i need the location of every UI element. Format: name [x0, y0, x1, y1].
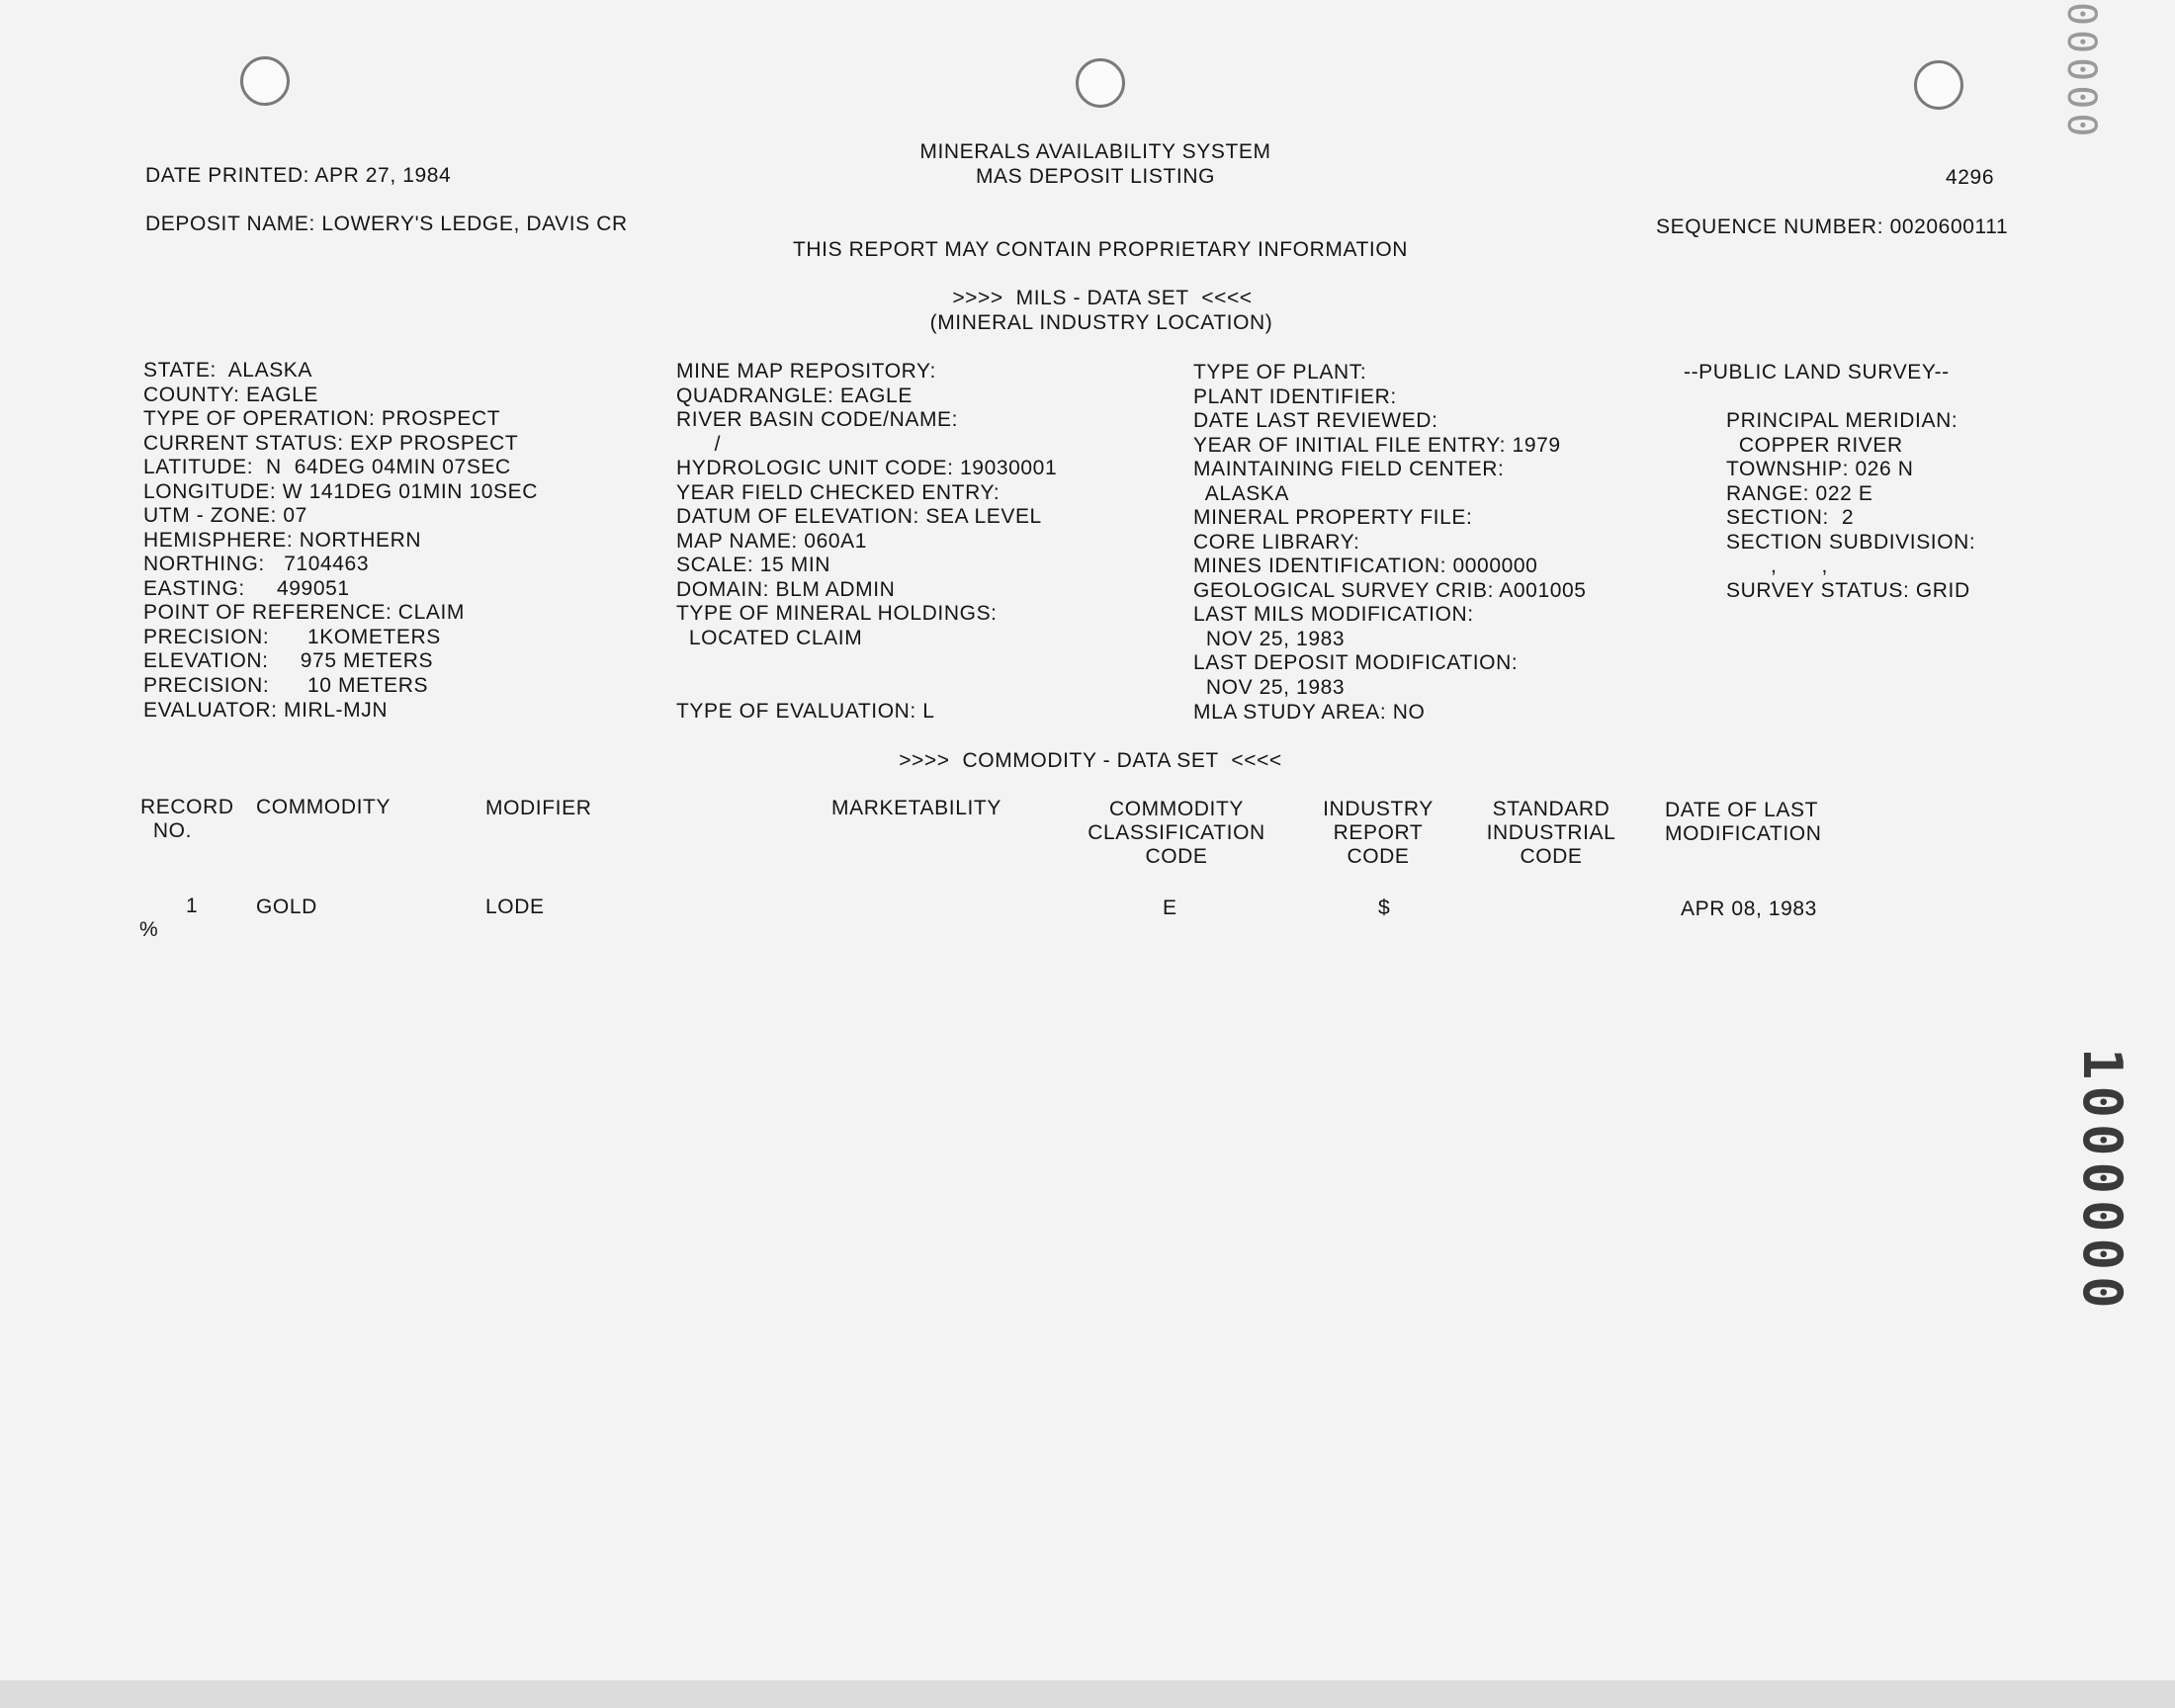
field-line: GEOLOGICAL SURVEY CRIB: A001005	[1193, 579, 1587, 602]
field-line: LOCATED CLAIM	[676, 627, 863, 649]
field-line: NOV 25, 1983	[1193, 676, 1346, 699]
field-line: MAINTAINING FIELD CENTER:	[1193, 458, 1505, 480]
punch-hole-right	[1914, 60, 1963, 110]
end-mark: %	[139, 918, 159, 941]
cell-industry-code: $	[1378, 897, 1391, 919]
cell-record: 1	[186, 895, 199, 917]
field-line: UTM - ZONE: 07	[143, 504, 307, 527]
mils-heading: >>>> MILS - DATA SET <<<<	[952, 287, 1253, 309]
field-line: DOMAIN: BLM ADMIN	[676, 578, 896, 601]
field-line: CORE LIBRARY:	[1193, 531, 1360, 554]
field-line: NORTHING: 7104463	[143, 553, 370, 575]
frame-stamp-side: 1000000	[2071, 1048, 2133, 1315]
page-number: 4296	[1946, 166, 1995, 189]
field-line: ELEVATION: 975 METERS	[143, 649, 434, 672]
field-line: SCALE: 15 MIN	[676, 554, 831, 576]
field-line: TYPE OF EVALUATION: L	[676, 700, 935, 723]
cell-modifier: LODE	[485, 896, 545, 918]
field-line: COUNTY: EAGLE	[143, 384, 319, 406]
field-line: SECTION: 2	[1726, 506, 1855, 529]
field-line: DATUM OF ELEVATION: SEA LEVEL	[676, 505, 1042, 528]
system-title: MINERALS AVAILABILITY SYSTEM	[919, 140, 1271, 163]
cell-class-code: E	[1163, 897, 1177, 919]
field-line: TYPE OF OPERATION: PROSPECT	[143, 407, 501, 430]
field-line: CURRENT STATUS: EXP PROSPECT	[143, 432, 519, 455]
field-line: RANGE: 022 E	[1726, 482, 1873, 505]
field-line: HYDROLOGIC UNIT CODE: 19030001	[676, 457, 1058, 479]
field-line: MINES IDENTIFICATION: 0000000	[1193, 555, 1538, 577]
field-line: RIVER BASIN CODE/NAME:	[676, 408, 959, 431]
field-line: HEMISPHERE: NORTHERN	[143, 529, 422, 552]
col-sic-code: STANDARD INDUSTRIAL CODE	[1486, 798, 1616, 868]
field-line: /	[676, 433, 722, 456]
cell-last-mod: APR 08, 1983	[1681, 897, 1817, 920]
col-last-mod: DATE OF LAST MODIFICATION	[1665, 799, 1822, 845]
col-marketability: MARKETABILITY	[831, 797, 1001, 819]
field-line: LATITUDE: N 64DEG 04MIN 07SEC	[143, 456, 511, 478]
field-line: LONGITUDE: W 141DEG 01MIN 10SEC	[143, 480, 539, 503]
field-line: QUADRANGLE: EAGLE	[676, 384, 913, 407]
field-line: POINT OF REFERENCE: CLAIM	[143, 601, 465, 624]
cell-commodity: GOLD	[256, 896, 317, 918]
date-printed: DATE PRINTED: APR 27, 1984	[145, 164, 452, 187]
field-line: STATE: ALASKA	[143, 359, 313, 382]
commodity-heading: >>>> COMMODITY - DATA SET <<<<	[899, 749, 1282, 772]
field-line: PRINCIPAL MERIDIAN:	[1726, 409, 1958, 432]
field-line: DATE LAST REVIEWED:	[1193, 409, 1438, 432]
col-record: RECORD NO.	[140, 796, 234, 842]
field-line: EVALUATOR: MIRL-MJN	[143, 699, 389, 722]
punch-hole-center	[1076, 58, 1125, 108]
field-line: YEAR FIELD CHECKED ENTRY:	[676, 481, 1000, 504]
col-class-code: COMMODITY CLASSIFICATION CODE	[1088, 798, 1265, 868]
field-line: MINERAL PROPERTY FILE:	[1193, 506, 1473, 529]
field-line: COPPER RIVER	[1726, 434, 1903, 457]
sequence-number: SEQUENCE NUMBER: 0020600111	[1656, 215, 2009, 238]
deposit-name: DEPOSIT NAME: LOWERY'S LEDGE, DAVIS CR	[145, 213, 628, 235]
field-line: YEAR OF INITIAL FILE ENTRY: 1979	[1193, 434, 1561, 457]
field-line: LAST MILS MODIFICATION:	[1193, 603, 1474, 626]
field-line: ALASKA	[1193, 482, 1290, 505]
field-line: PRECISION: 10 METERS	[143, 674, 429, 697]
scan-bottom-edge	[0, 1680, 2175, 1708]
field-line: , ,	[1726, 555, 1828, 577]
field-line: MAP NAME: 060A1	[676, 530, 868, 553]
field-line: MLA STUDY AREA: NO	[1193, 701, 1426, 724]
field-line: TOWNSHIP: 026 N	[1726, 458, 1914, 480]
field-line: PRECISION: 1KOMETERS	[143, 626, 441, 648]
listing-title: MAS DEPOSIT LISTING	[975, 165, 1216, 188]
proprietary-notice: THIS REPORT MAY CONTAIN PROPRIETARY INFORMATION	[792, 238, 1409, 261]
frame-stamp-top: 00000	[2058, 2, 2104, 141]
punch-hole-left	[240, 56, 290, 106]
mils-subheading: (MINERAL INDUSTRY LOCATION)	[929, 311, 1273, 334]
field-line: EASTING: 499051	[143, 577, 350, 600]
field-line: TYPE OF MINERAL HOLDINGS:	[676, 602, 998, 625]
field-line: LAST DEPOSIT MODIFICATION:	[1193, 651, 1519, 674]
field-line: SECTION SUBDIVISION:	[1726, 531, 1976, 554]
field-line: TYPE OF PLANT:	[1193, 361, 1367, 384]
field-line: NOV 25, 1983	[1193, 628, 1346, 650]
field-line: PLANT IDENTIFIER:	[1193, 385, 1397, 408]
col-commodity: COMMODITY	[256, 796, 392, 818]
survey-heading: --PUBLIC LAND SURVEY--	[1684, 361, 1950, 384]
col-modifier: MODIFIER	[485, 797, 592, 819]
col-industry-code: INDUSTRY REPORT CODE	[1323, 798, 1434, 868]
field-line: SURVEY STATUS: GRID	[1726, 579, 1970, 602]
field-line: MINE MAP REPOSITORY:	[676, 360, 936, 383]
